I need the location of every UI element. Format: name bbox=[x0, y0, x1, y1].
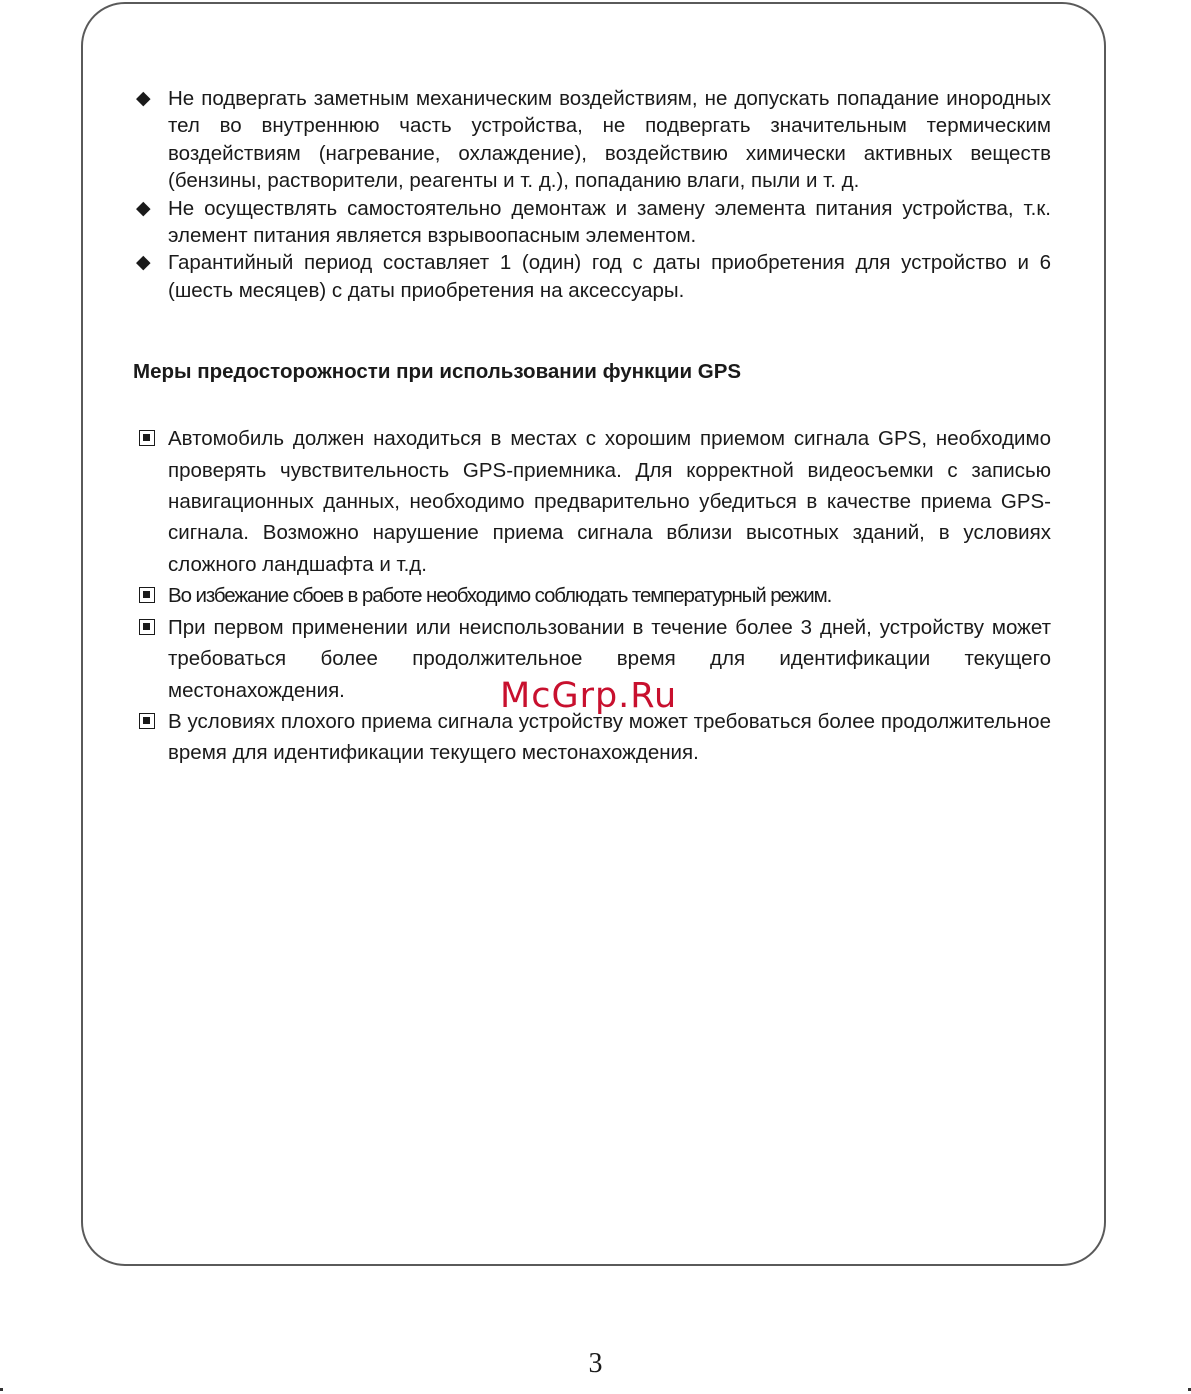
watermark: McGrp.Ru bbox=[500, 676, 678, 716]
page-number: 3 bbox=[588, 1348, 603, 1379]
list-item bbox=[133, 195, 1051, 250]
square-bullet-icon bbox=[139, 430, 155, 446]
list-item-text: Не подвергать заметным механическим воздействиям, не допускать попадание инородных тел во внутреннюю часть устройства, не подвергать значительным термическим воздействиям (нагревание, охлаждение), воздействию химически активных веществ (бензины, растворители, реагенты и т. д.), попаданию влаги, пыли и т. д. bbox=[168, 87, 1051, 193]
precautions-list bbox=[133, 85, 1051, 304]
square-bullet-icon bbox=[139, 619, 155, 635]
square-bullet-icon bbox=[139, 713, 155, 729]
document-content bbox=[133, 85, 1051, 769]
list-item-text: При первом применении или неиспользовании в течение более 3 дней, устройству может требоваться более продолжительное время для идентификации текущего местонахождения. bbox=[168, 615, 1051, 702]
list-item bbox=[133, 249, 1051, 304]
corner-mark bbox=[0, 1388, 3, 1391]
list-item-text: Во избежание сбоев в работе необходимо соблюдать температурный режим. bbox=[168, 584, 832, 608]
diamond-bullet-icon: ◆ bbox=[136, 197, 151, 219]
diamond-bullet-icon: ◆ bbox=[136, 252, 151, 274]
list-item-text: Не осуществлять самостоятельно демонтаж и замену элемента питания устройства, т.к. элемент питания является взрывоопасным элементом. bbox=[168, 196, 1051, 248]
list-item bbox=[133, 85, 1051, 195]
list-item-text: Автомобиль должен находиться в местах с хорошим приемом сигнала GPS, необходимо проверять чувствительность GPS-приемника. Для корректной видеосъемки с записью навигационных данных, необходимо предварительно убедиться в качестве приема GPS-сигнала. Возможно нарушение приема сигнала вблизи высотных зданий, в условиях сложного ландшафта и т.д. bbox=[168, 427, 1051, 576]
list-item-text: Гарантийный период составляет 1 (один) год с даты приобретения для устройство и 6 (шесть месяцев) с даты приобретения на аксессуары. bbox=[168, 251, 1051, 302]
list-item bbox=[133, 580, 1051, 611]
list-item-text: В условиях плохого приема сигнала устройству может требоваться более продолжительное время для идентификации текущего местонахождения. bbox=[168, 709, 1051, 765]
gps-precautions-list bbox=[133, 423, 1051, 768]
list-item bbox=[133, 423, 1051, 580]
section-title: Меры предосторожности при использовании функции GPS bbox=[133, 360, 742, 384]
square-bullet-icon bbox=[139, 587, 155, 603]
diamond-bullet-icon: ◆ bbox=[136, 88, 151, 109]
